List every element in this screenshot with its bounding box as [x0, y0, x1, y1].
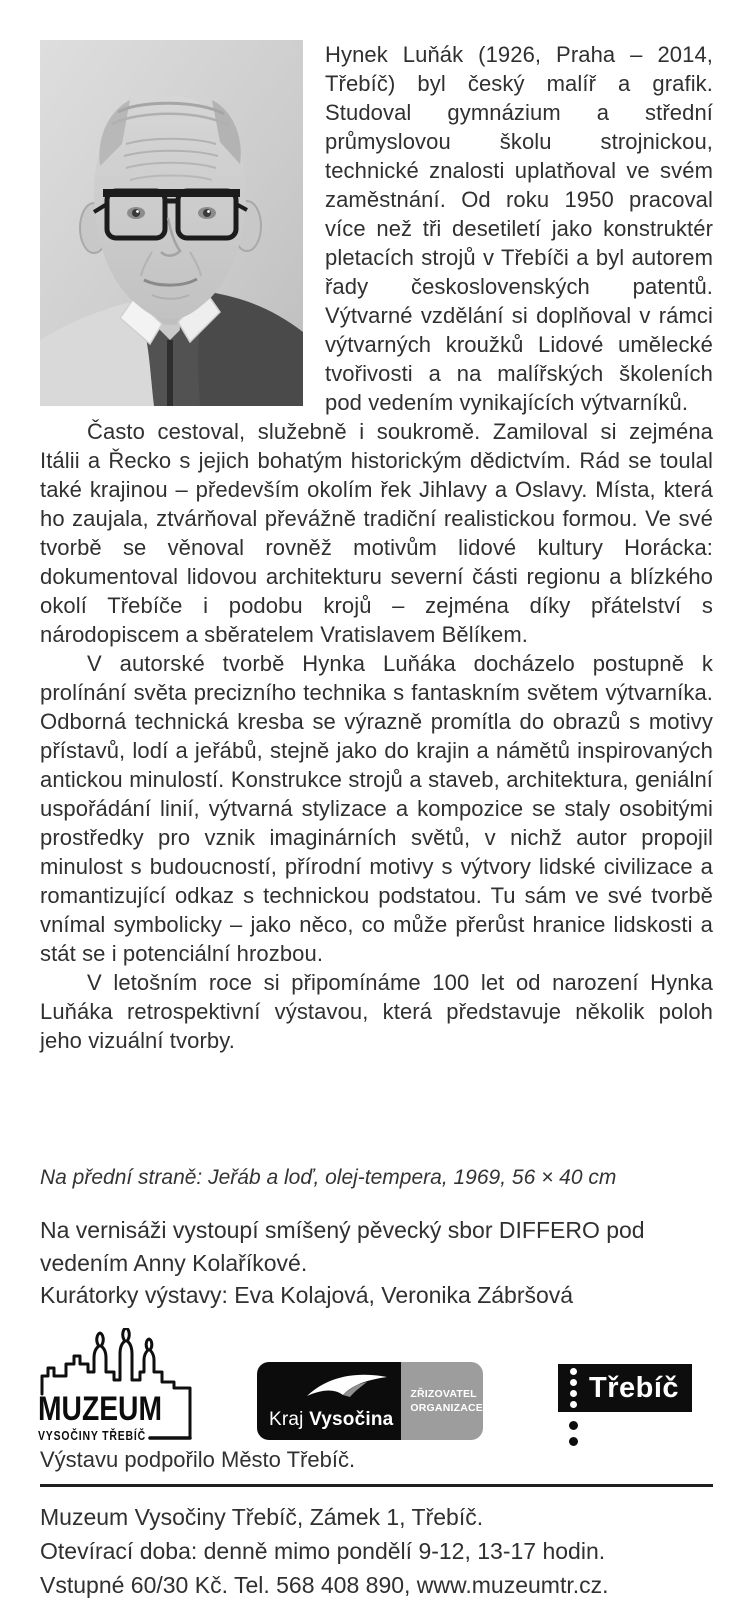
- founder-line-2: ORGANIZACE: [410, 1402, 483, 1414]
- muzeum-vysociny-trebic-logo: [38, 1328, 210, 1446]
- bio-paragraph-1: [40, 40, 713, 417]
- portrait-photo: [40, 40, 303, 406]
- bio-paragraph-2: Často cestoval, služebně i soukromě. Zamiloval si zejména Itálii a Řecko s jejich bohatým historickým dědictvím. Rád se toulal také krajinou – především okolím řek Jihlavy a Oslavy. Místa, která ho zaujala, ztvárňoval převážně tradiční realistickou formou. Ve své tvorbě se věnoval rovněž motivům lidové kultury Horácka: dokumentoval lidovou architekturu severní části regionu a blízkého okolí Třebíče i podobu krojů – zejména díky přátelství s národopiscem a sběratelem Vratislavem Bělíkem.: [40, 419, 713, 647]
- footer-hours-line: Otevírací doba: denně mimo pondělí 9-12, 13-17 hodin.: [40, 1538, 606, 1564]
- vernissage-note: Na vernisáži vystoupí smíšený pěvecký sbor DIFFERO pod vedením Anny Kolaříkové.: [40, 1217, 645, 1276]
- founder-line-1: ZŘIZOVATEL: [410, 1387, 477, 1400]
- muzeum-subtitle: VYSOČINY TŘEBÍČ: [38, 1428, 146, 1443]
- footer-address-line: Muzeum Vysočiny Třebíč, Zámek 1, Třebíč.: [40, 1504, 484, 1530]
- footer-contact-line: Vstupné 60/30 Kč. Tel. 568 408 890, www.muzeumtr.cz.: [40, 1572, 609, 1598]
- trebic-dots-icon: [570, 1368, 577, 1412]
- kraj-founder-panel: [401, 1362, 483, 1440]
- trebic-wordmark: Třebíč: [589, 1372, 680, 1404]
- kraj-vysocina-black-panel: [257, 1362, 401, 1440]
- kraj-word-light: Kraj: [269, 1409, 310, 1430]
- logos-row: [40, 1325, 713, 1450]
- kraj-vysocina-logo: [257, 1362, 483, 1440]
- trebic-logo-box: [558, 1364, 692, 1412]
- kraj-word-bold: Vysočina: [309, 1409, 394, 1430]
- footer-contact-block: [40, 1500, 713, 1602]
- bio-paragraph-1-text: Hynek Luňák (1926, Praha – 2014, Třebíč) byl český malíř a grafik. Studoval gymnázium a střední průmyslovou školu strojnickou, technické znalosti uplatňoval ve svém zaměstnání. Od roku 1950 pracoval více než tři desetiletí jako konstruktér pletacích strojů v Třebíči a byl autorem řady československých patentů. Výtvarné vzdělání si doplňoval v rámci výtvarných kroužků Lidové umělecké tvořivosti a na malířských školeních pod vedením vynikajících výtvarníků.: [325, 42, 713, 415]
- front-page-artwork-caption: Na přední straně: Jeřáb a loď, olej-tempera, 1969, 56 × 40 cm: [40, 1166, 617, 1189]
- support-note: Výstavu podpořilo Město Třebíč.: [40, 1447, 356, 1472]
- kraj-vysocina-wordmark: [269, 1409, 393, 1431]
- bio-paragraph-4: V letošním roce si připomínáme 100 let od narození Hynka Luňáka retrospektivní výstavou, která představuje několik poloh jeho vizuální tvorby.: [40, 970, 713, 1053]
- vysocina-swoosh-icon: [303, 1371, 391, 1398]
- curators-line: Kurátorky výstavy: Eva Kolajová, Veronika Zábršová: [40, 1282, 574, 1308]
- divider: [40, 1484, 713, 1487]
- muzeum-wordmark: MUZEUM: [38, 1390, 162, 1428]
- bio-paragraph-3: V autorské tvorbě Hynka Luňáka docházelo postupně k prolínání světa precizního technika s fantaskním světem výtvarníka. Odborná technická kresba se výrazně promítla do obrazů s motivy přístavů, lodí a jeřábů, stejně jako do krajin a námětů inspirovaných antickou minulostí. Konstrukce strojů a staveb, architektura, geniální uspořádání linií, výtvarná stylizace a kompozice se staly osobitými prostředky pro vznik imaginárních světů, v nichž autor propojil minulost s budoucností, přírodní motivy s výtvory lidské civilizace a romantizující odkaz s technickou podstatou. Tu sám ve své tvorbě vnímal symbolicky – jako něco, co může přerůst hranice lidskosti a stát se i potenciální hrozbou.: [40, 651, 713, 966]
- trebic-city-logo: [558, 1364, 692, 1412]
